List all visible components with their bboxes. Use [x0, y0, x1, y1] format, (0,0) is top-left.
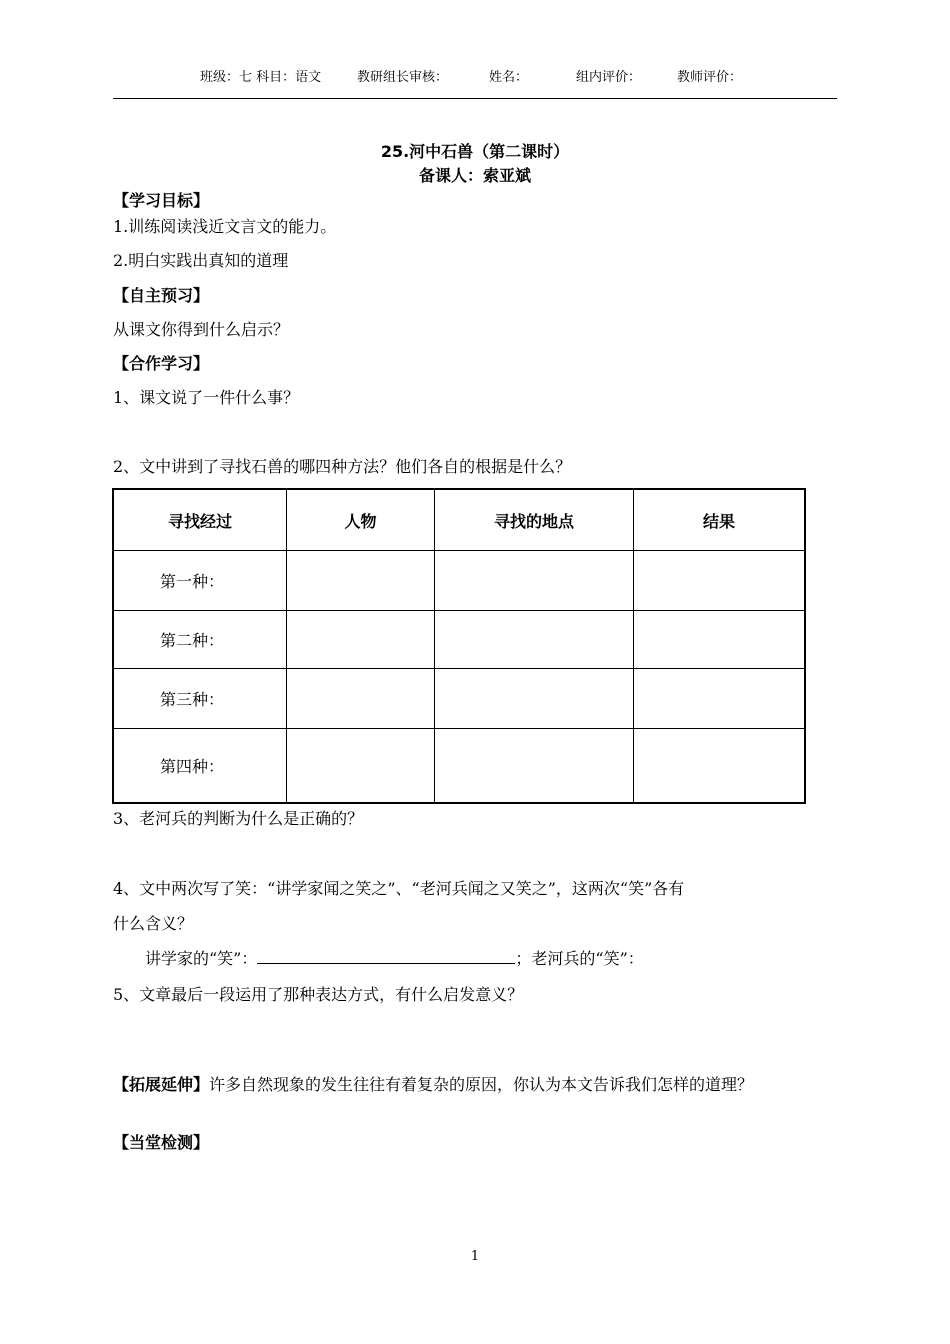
question-4-line-2: 什么含义？ — [113, 914, 194, 933]
goal-item-2: 2.明白实践出真知的道理 — [113, 251, 289, 270]
answer-cell[interactable] — [435, 551, 634, 611]
table-row — [113, 611, 805, 669]
question-4-answers — [145, 946, 644, 969]
question-3: 3、老河兵的判断为什么是正确的？ — [113, 809, 364, 828]
page-number: 1 — [470, 1249, 480, 1264]
table-header-cell: 结果 — [634, 489, 806, 551]
lecturer-laugh-blank[interactable] — [257, 947, 515, 964]
answer-cell[interactable] — [634, 551, 806, 611]
page-title: 25.河中石兽（第二课时） — [380, 142, 570, 161]
answer-cell[interactable] — [287, 611, 435, 669]
table-row — [113, 551, 805, 611]
table-header-cell: 人物 — [287, 489, 435, 551]
row-label: 第三种： — [113, 669, 287, 729]
table-header-cell: 寻找的地点 — [435, 489, 634, 551]
coop-heading: 【合作学习】 — [113, 354, 210, 373]
reviewer-label: 教研组长审核： — [357, 70, 449, 85]
answer-cell[interactable] — [634, 611, 806, 669]
page-subtitle: 备课人：索亚斌 — [418, 166, 531, 185]
header-divider — [113, 98, 837, 99]
extension-heading: 【拓展延伸】 — [113, 1075, 210, 1094]
question-2: 2、文中讲到了寻找石兽的哪四种方法？他们各自的根据是什么？ — [113, 457, 572, 476]
preview-question: 从课文你得到什么启示？ — [113, 320, 290, 339]
group-eval-label: 组内评价： — [576, 70, 642, 85]
answer-cell[interactable] — [435, 669, 634, 729]
answer-cell[interactable] — [634, 729, 806, 803]
row-label: 第四种： — [113, 729, 287, 803]
extension-text: 许多自然现象的发生往往有着复杂的原因，你认为本文告诉我们怎样的道理？ — [209, 1075, 754, 1094]
table-row — [113, 669, 805, 729]
answer-cell[interactable] — [287, 669, 435, 729]
goal-item-1: 1.训练阅读浅近文言文的能力。 — [113, 217, 337, 236]
question-1: 1、课文说了一件什么事？ — [113, 388, 300, 407]
answer-cell[interactable] — [435, 729, 634, 803]
question-5: 5、文章最后一段运用了那种表达方式，有什么启发意义？ — [113, 985, 524, 1004]
preview-heading: 【自主预习】 — [113, 286, 210, 305]
row-label: 第二种： — [113, 611, 287, 669]
class-subject-label: 班级：七 科目：语文 — [200, 70, 322, 85]
lecturer-laugh-label: 讲学家的“笑”： — [145, 949, 258, 968]
table-header-cell: 寻找经过 — [113, 489, 287, 551]
table-header-row — [113, 489, 805, 551]
answer-separator: ； — [515, 949, 532, 968]
extension-paragraph — [113, 1072, 753, 1095]
teacher-eval-label: 教师评价： — [677, 70, 743, 85]
answer-cell[interactable] — [287, 729, 435, 803]
question-4-line-1: 4、文中两次写了笑：“讲学家闻之笑之”、“老河兵闻之又笑之”，这两次“笑”各有 — [113, 879, 685, 898]
test-heading: 【当堂检测】 — [113, 1133, 210, 1152]
search-methods-table — [112, 488, 806, 804]
table-row — [113, 729, 805, 803]
answer-cell[interactable] — [634, 669, 806, 729]
goals-heading: 【学习目标】 — [113, 191, 210, 210]
soldier-laugh-label: 老河兵的“笑”： — [531, 949, 644, 968]
answer-cell[interactable] — [287, 551, 435, 611]
row-label: 第一种： — [113, 551, 287, 611]
answer-cell[interactable] — [435, 611, 634, 669]
name-label: 姓名： — [489, 70, 529, 85]
